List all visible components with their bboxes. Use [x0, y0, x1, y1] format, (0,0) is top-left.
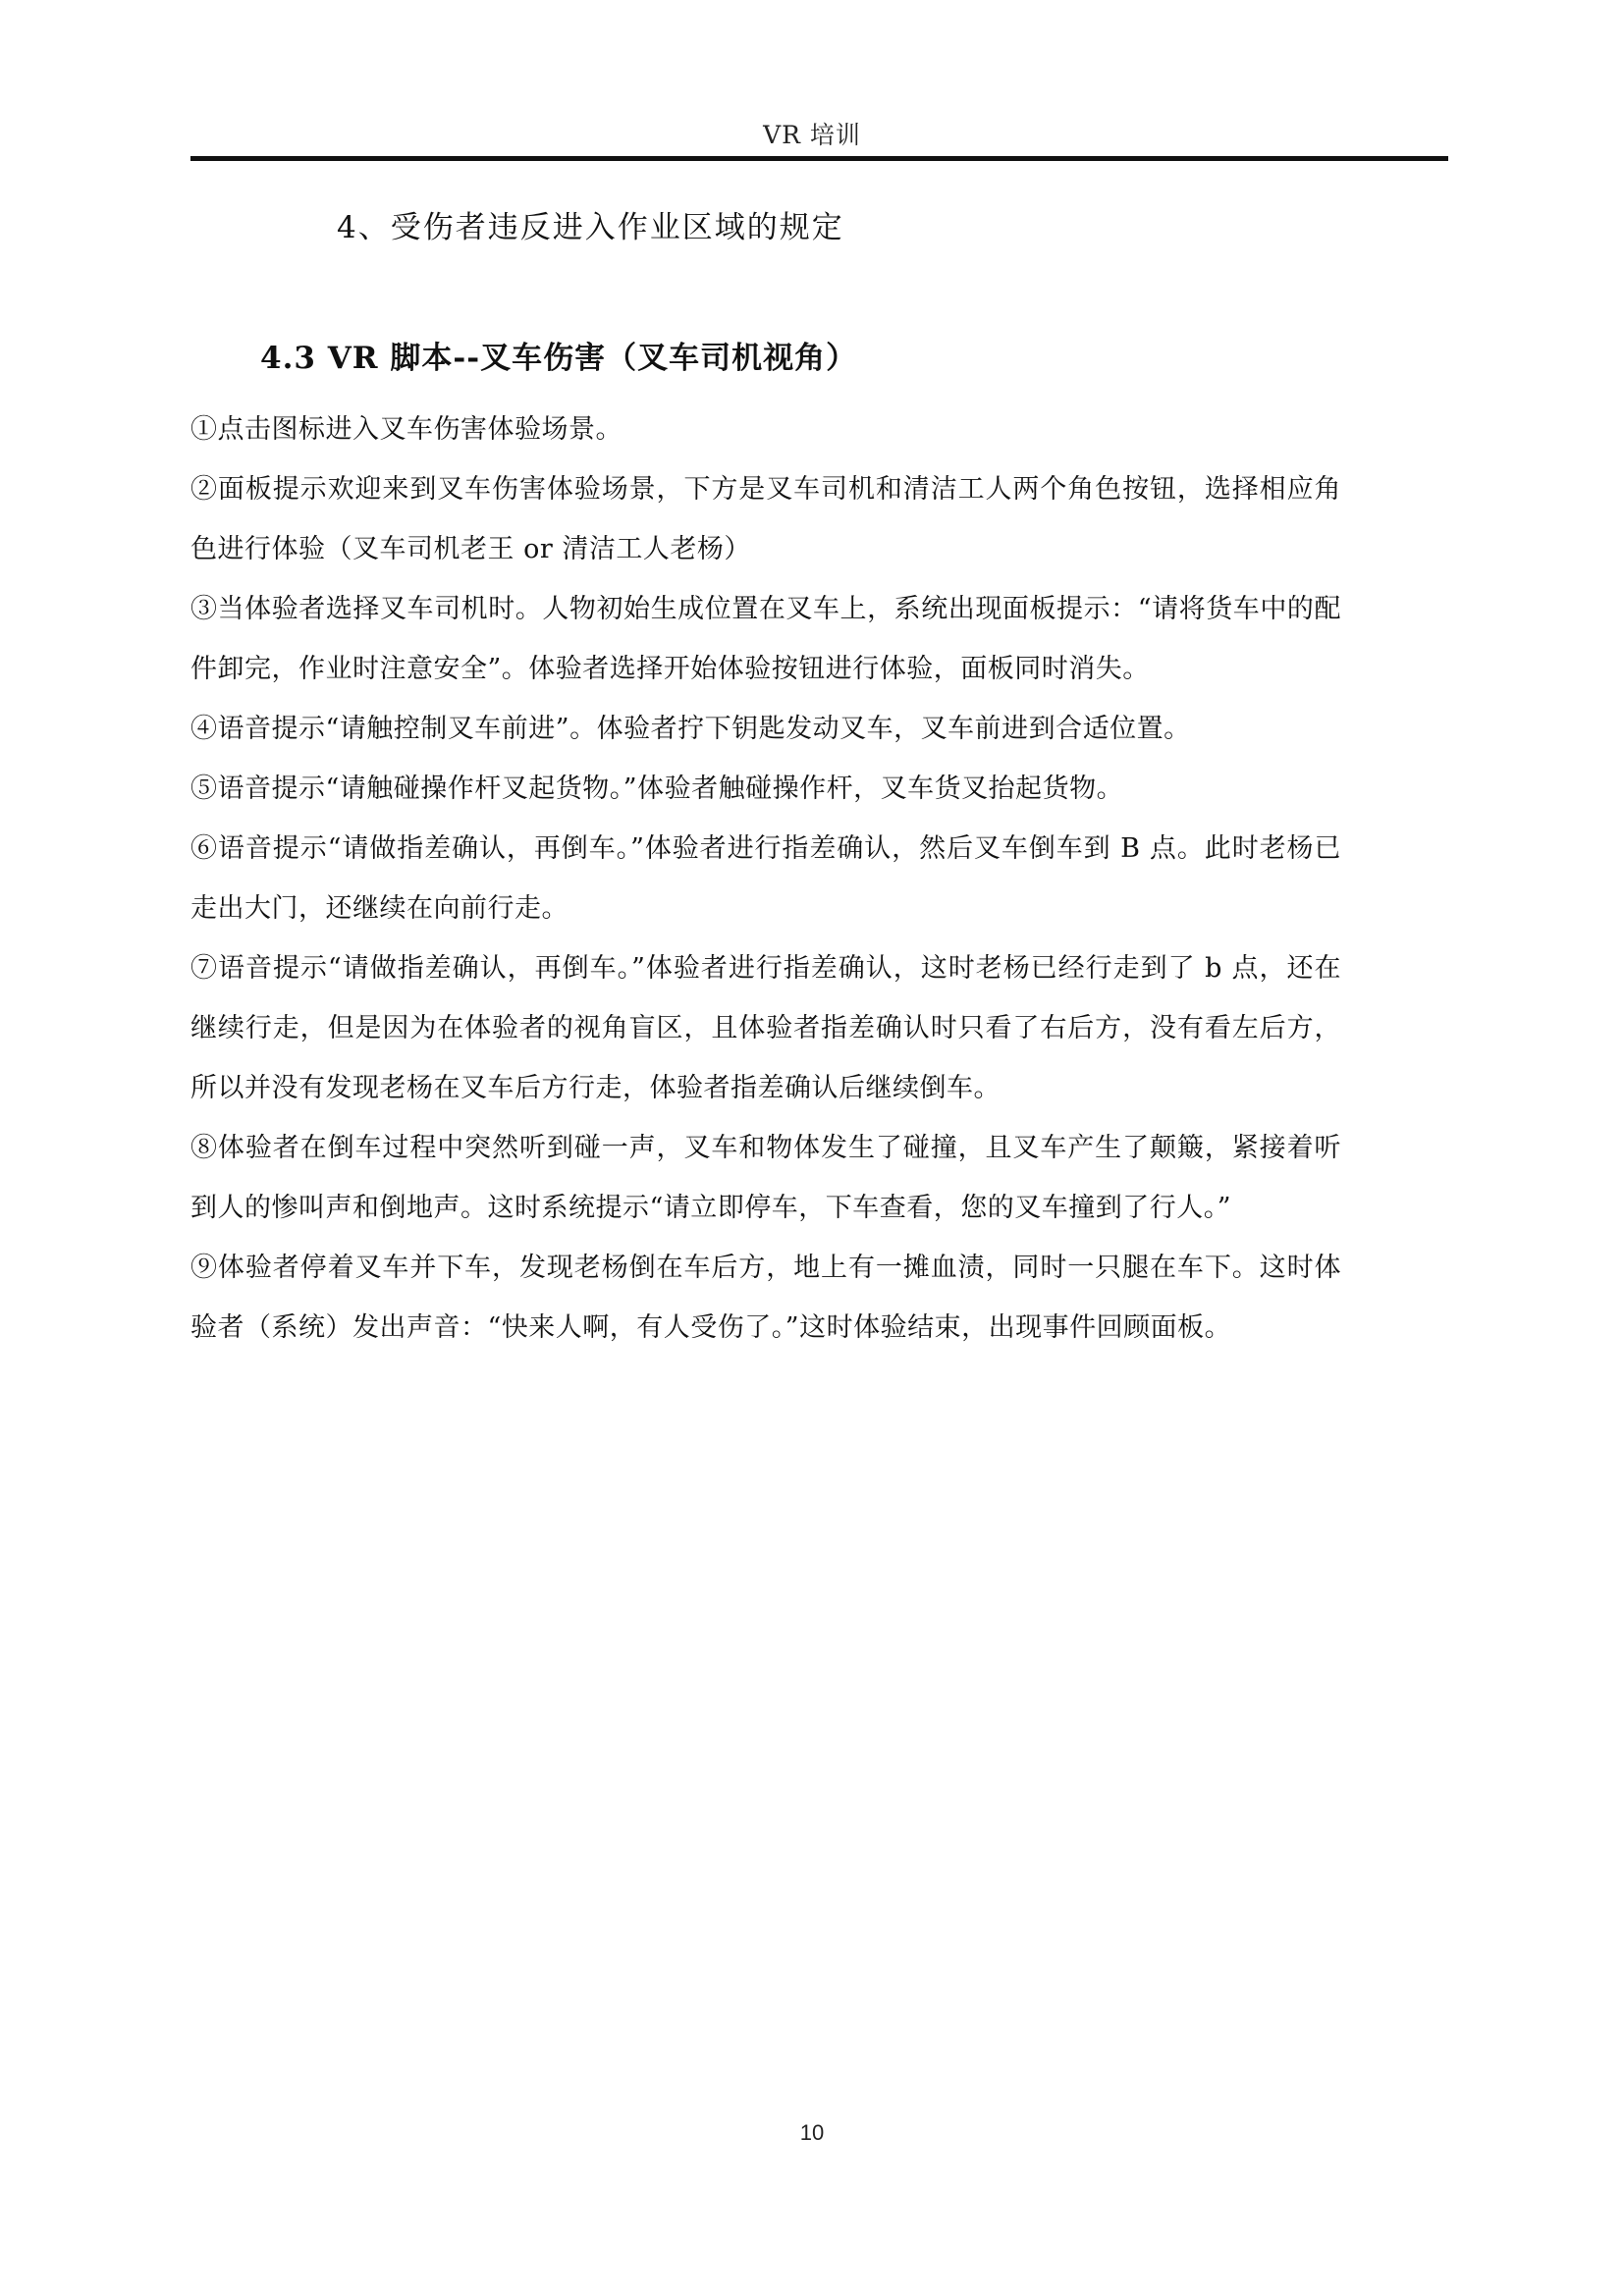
header-divider — [190, 156, 1448, 161]
step-paragraph: ②面板提示欢迎来到叉车伤害体验场景，下方是叉车司机和清洁工人两个角色按钮，选择相应角色进行体验（叉车司机老王 or 清洁工人老杨） — [190, 474, 1341, 564]
page-header-title: VR 培训 — [763, 121, 861, 149]
section-heading: 4.3 VR 脚本--叉车伤害（叉车司机视角） — [260, 341, 858, 376]
step-paragraph: ⑦语音提示“请做指差确认，再倒车。”体验者进行指差确认，这时老杨已经行走到了 b 点，还在继续行走，但是因为在体验者的视角盲区，且体验者指差确认时只看了右后方，没有看左后方，所以并没有发现老杨在叉车后方行走，体验者指差确认后继续倒车。 — [190, 953, 1341, 1103]
step-paragraph: ⑥语音提示“请做指差确认，再倒车。”体验者进行指差确认，然后叉车倒车到 B 点。此时老杨已走出大门，还继续在向前行走。 — [190, 833, 1341, 924]
page-number: 10 — [799, 2120, 825, 2145]
intro-line: 4、受伤者违反进入作业区域的规定 — [337, 210, 844, 245]
step-paragraph: ①点击图标进入叉车伤害体验场景。 — [190, 414, 623, 445]
step-paragraph: ⑤语音提示“请触碰操作杆叉起货物。”体验者触碰操作杆，叉车货叉抬起货物。 — [190, 774, 1124, 804]
step-paragraph: ⑧体验者在倒车过程中突然听到碰一声，叉车和物体发生了碰撞，且叉车产生了颠簸，紧接着听到人的惨叫声和倒地声。这时系统提示“请立即停车，下车查看，您的叉车撞到了行人。” — [190, 1133, 1341, 1223]
step-paragraph: ⑨体验者停着叉车并下车，发现老杨倒在车后方，地上有一摊血渍，同时一只腿在车下。这时体验者（系统）发出声音：“快来人啊，有人受伤了。”这时体验结束，出现事件回顾面板。 — [190, 1253, 1341, 1343]
step-paragraph: ③当体验者选择叉车司机时。人物初始生成位置在叉车上，系统出现面板提示：“请将货车中的配件卸完，作业时注意安全”。体验者选择开始体验按钮进行体验，面板同时消失。 — [190, 594, 1341, 684]
step-paragraph: ④语音提示“请触控制叉车前进”。体验者拧下钥匙发动叉车，叉车前进到合适位置。 — [190, 714, 1191, 744]
body-text — [190, 400, 1341, 1358]
